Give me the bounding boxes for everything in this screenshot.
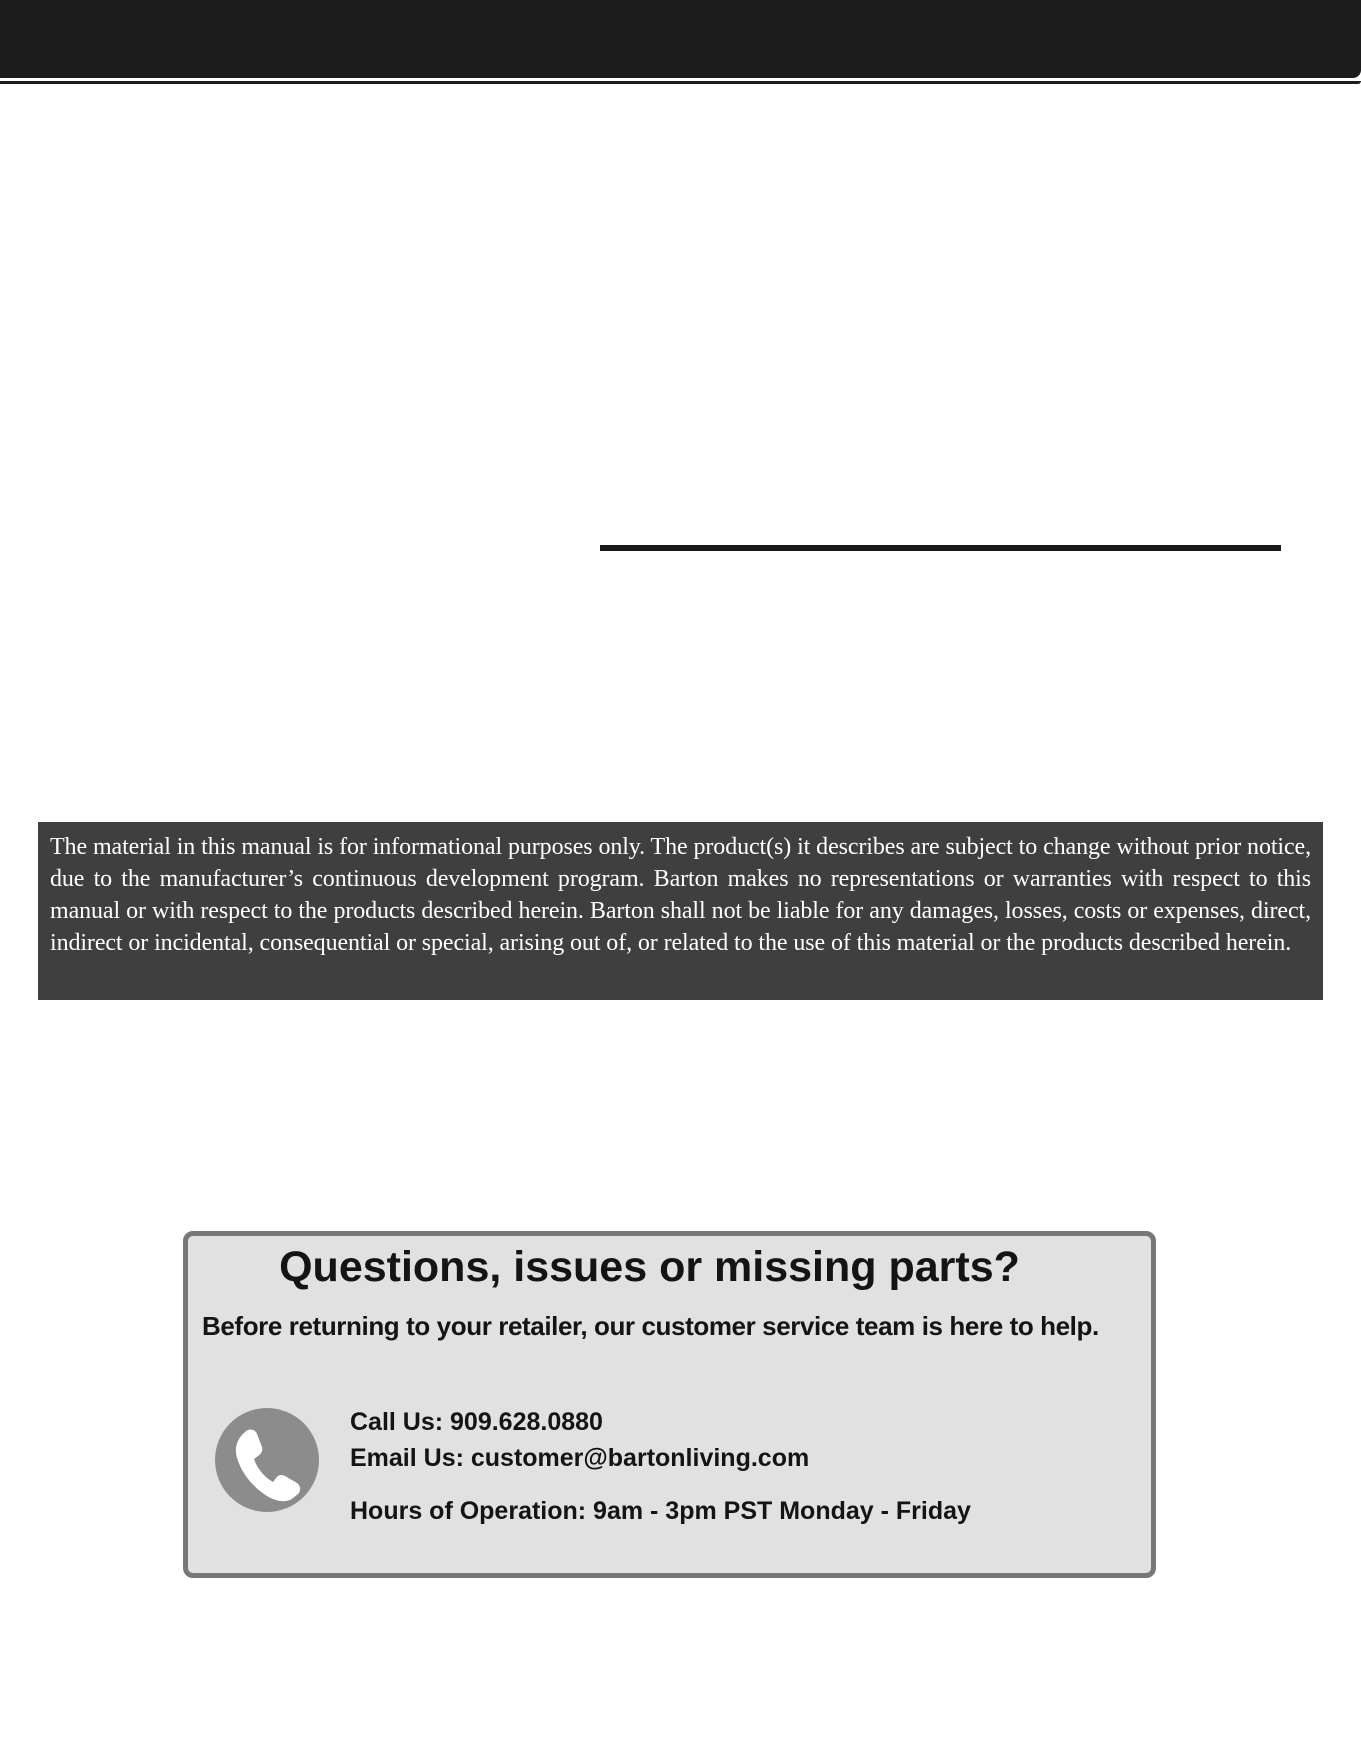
phone-icon bbox=[215, 1408, 319, 1512]
divider-line bbox=[600, 545, 1281, 551]
header-rule bbox=[0, 81, 1361, 84]
support-subtitle: Before returning to your retailer, our customer service team is here to help. bbox=[202, 1311, 1099, 1341]
disclaimer-text: The material in this manual is for informational purposes only. The product(s) it describes are subject to change without prior notice, due to the manufacturer’s continuous development program. Barton makes no representations or warranties with respect to this manual or with respect to the products described herein. Barton shall not be liable for any damages, losses, costs or expenses, direct, indirect or incidental, consequential or special, arising out of, or related to the use of this material or the products described herein. bbox=[50, 834, 1311, 956]
call-us-text: Call Us: 909.628.0880 bbox=[350, 1408, 603, 1436]
phone-icon-graphic bbox=[215, 1408, 319, 1512]
disclaimer-box bbox=[38, 822, 1323, 1000]
customer-service-box bbox=[183, 1231, 1156, 1578]
support-title: Questions, issues or missing parts? bbox=[279, 1243, 1020, 1291]
hours-of-operation-text: Hours of Operation: 9am - 3pm PST Monday - Friday bbox=[350, 1497, 971, 1525]
header-bar bbox=[0, 0, 1361, 78]
email-us-text: Email Us: customer@bartonliving.com bbox=[350, 1444, 810, 1472]
